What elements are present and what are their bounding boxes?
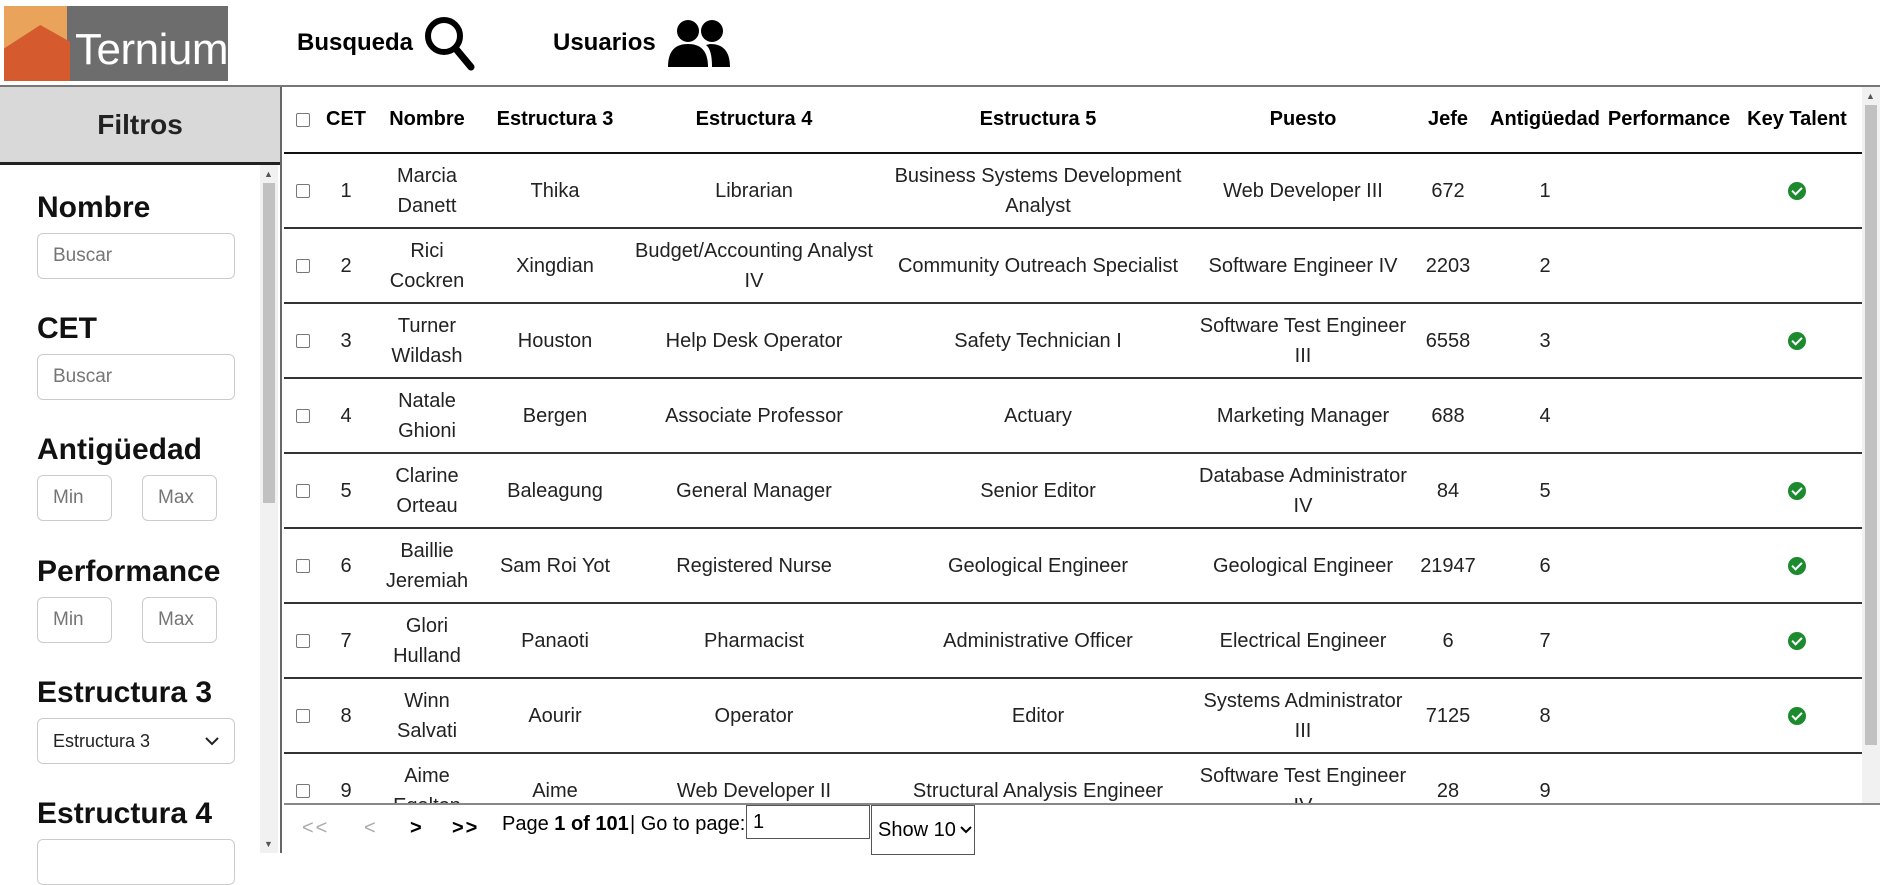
cell-key-talent (1732, 453, 1862, 528)
cell-jefe: 2203 (1412, 228, 1484, 303)
filter-antiguedad-min[interactable] (37, 475, 112, 521)
prev-page-button[interactable]: < (364, 817, 378, 839)
cell-puesto: Marketing Manager (1194, 378, 1412, 453)
cell-estructura5: Community Outreach Specialist (882, 228, 1194, 303)
cell-cet: 1 (322, 153, 370, 228)
filter-antiguedad-max[interactable] (142, 475, 217, 521)
cell-estructura5: Administrative Officer (882, 603, 1194, 678)
search-icon (423, 15, 475, 71)
scroll-down-icon[interactable]: ▼ (264, 839, 273, 849)
cell-jefe: 28 (1412, 753, 1484, 828)
key-talent-check-icon (1788, 557, 1806, 575)
row-select-cell (284, 528, 322, 603)
cell-jefe: 21947 (1412, 528, 1484, 603)
chevron-down-icon (205, 736, 219, 746)
cell-estructura4: General Manager (626, 453, 882, 528)
cell-puesto: Web Developer III (1194, 153, 1412, 228)
cell-nombre: Glori Hulland (370, 603, 484, 678)
cell-antiguedad: 3 (1484, 303, 1606, 378)
cell-estructura4: Librarian (626, 153, 882, 228)
cell-cet: 2 (322, 228, 370, 303)
cell-key-talent (1732, 303, 1862, 378)
ternium-logo[interactable] (4, 6, 228, 81)
row-checkbox[interactable] (296, 259, 310, 273)
cell-puesto: Database Administrator IV (1194, 453, 1412, 528)
row-select-cell (284, 153, 322, 228)
cell-estructura4: Associate Professor (626, 378, 882, 453)
next-page-button[interactable]: > (410, 817, 424, 839)
cell-estructura3: Baleagung (484, 453, 626, 528)
table-row[interactable] (284, 603, 1862, 678)
cell-estructura4: Budget/Accounting Analyst IV (626, 228, 882, 303)
cell-key-talent (1732, 603, 1862, 678)
table-scroll-up-icon[interactable]: ▲ (1866, 91, 1875, 101)
key-talent-check-icon (1788, 332, 1806, 350)
filter-estructura4-select[interactable] (37, 839, 235, 885)
row-select-cell (284, 603, 322, 678)
cell-nombre: Marcia Danett (370, 153, 484, 228)
row-checkbox[interactable] (296, 334, 310, 348)
page-prefix: Page (502, 813, 549, 835)
table-header-row (284, 87, 1862, 153)
cell-estructura4: Operator (626, 678, 882, 753)
pagination-bar (284, 803, 1880, 853)
table-row[interactable] (284, 228, 1862, 303)
first-page-button[interactable]: << (302, 817, 330, 839)
header-cet[interactable]: CET (322, 87, 370, 153)
goto-label: | Go to page: (630, 813, 746, 835)
table-row[interactable] (284, 678, 1862, 753)
cell-estructura3: Sam Roi Yot (484, 528, 626, 603)
results-table-area (284, 87, 1880, 803)
filter-antiguedad-label: Antigüedad (37, 433, 202, 466)
filter-estructura3-value: Estructura 3 (53, 730, 151, 751)
cell-estructura3: Houston (484, 303, 626, 378)
cell-estructura3: Bergen (484, 378, 626, 453)
cell-estructura3: Xingdian (484, 228, 626, 303)
select-all-checkbox[interactable] (296, 113, 310, 127)
cell-performance (1606, 453, 1732, 528)
cell-estructura3: Aime (484, 753, 626, 828)
filters-title: Filtros (0, 87, 280, 165)
header-nombre[interactable]: Nombre (370, 87, 484, 153)
cell-performance (1606, 378, 1732, 453)
logo-text: Ternium (67, 6, 228, 81)
filter-performance-max[interactable] (142, 597, 217, 643)
table-scroll-thumb[interactable] (1865, 105, 1877, 745)
filter-nombre-label: Nombre (37, 191, 151, 224)
cell-antiguedad: 6 (1484, 528, 1606, 603)
header-jefe[interactable]: Jefe (1412, 87, 1484, 153)
key-talent-check-icon (1788, 632, 1806, 650)
header-estructura5[interactable]: Estructura 5 (882, 87, 1194, 153)
cell-cet: 3 (322, 303, 370, 378)
logo-mark (4, 6, 67, 81)
row-select-cell (284, 678, 322, 753)
cell-nombre: Winn Salvati (370, 678, 484, 753)
goto-page-input[interactable] (746, 805, 870, 839)
cell-estructura3: Aourir (484, 678, 626, 753)
filter-estructura3-label: Estructura 3 (37, 676, 213, 709)
table-scrollbar[interactable] (1862, 87, 1880, 803)
cell-estructura5: Business Systems Development Analyst (882, 153, 1194, 228)
nav-usuarios-label: Usuarios (553, 29, 656, 56)
filter-performance-label: Performance (37, 555, 221, 588)
header-performance[interactable]: Performance (1606, 87, 1732, 153)
cell-key-talent (1732, 678, 1862, 753)
cell-performance (1606, 678, 1732, 753)
scroll-up-icon[interactable]: ▲ (264, 169, 273, 179)
nav-busqueda-label: Busqueda (297, 29, 414, 56)
nav-usuarios[interactable] (553, 14, 732, 72)
cell-cet: 6 (322, 528, 370, 603)
table-body (284, 153, 1862, 828)
cell-estructura3: Thika (484, 153, 626, 228)
row-select-cell (284, 378, 322, 453)
cell-cet: 4 (322, 378, 370, 453)
cell-puesto: Geological Engineer (1194, 528, 1412, 603)
key-talent-check-icon (1788, 707, 1806, 725)
cell-cet: 7 (322, 603, 370, 678)
cell-estructura5: Geological Engineer (882, 528, 1194, 603)
cell-jefe: 6 (1412, 603, 1484, 678)
cell-antiguedad: 9 (1484, 753, 1606, 828)
filter-cet-label: CET (37, 312, 97, 345)
table-row[interactable] (284, 528, 1862, 603)
cell-key-talent (1732, 528, 1862, 603)
cell-estructura5: Structural Analysis Engineer (882, 753, 1194, 828)
cell-estructura5: Actuary (882, 378, 1194, 453)
filter-cet-input[interactable] (37, 354, 235, 400)
cell-jefe: 7125 (1412, 678, 1484, 753)
header-estructura3[interactable]: Estructura 3 (484, 87, 626, 153)
cell-performance (1606, 603, 1732, 678)
cell-puesto: Systems Administrator III (1194, 678, 1412, 753)
cell-jefe: 6558 (1412, 303, 1484, 378)
cell-cet: 5 (322, 453, 370, 528)
header-puesto[interactable]: Puesto (1194, 87, 1412, 153)
select-all-cell (284, 87, 322, 153)
cell-estructura4: Help Desk Operator (626, 303, 882, 378)
last-page-button[interactable]: >> (452, 817, 480, 839)
users-icon (666, 17, 732, 69)
row-checkbox[interactable] (296, 784, 310, 798)
cell-key-talent (1732, 153, 1862, 228)
page-info (502, 813, 629, 836)
row-select-cell (284, 303, 322, 378)
cell-antiguedad: 7 (1484, 603, 1606, 678)
cell-puesto: Software Engineer IV (1194, 228, 1412, 303)
cell-estructura3: Panaoti (484, 603, 626, 678)
cell-performance (1606, 303, 1732, 378)
page-size-value: Show 10 (878, 818, 956, 841)
cell-nombre: Turner Wildash (370, 303, 484, 378)
key-talent-check-icon (1788, 482, 1806, 500)
cell-performance (1606, 153, 1732, 228)
cell-nombre: Aime (370, 753, 484, 828)
row-checkbox[interactable] (296, 709, 310, 723)
key-talent-check-icon (1788, 182, 1806, 200)
cell-estructura4: Registered Nurse (626, 528, 882, 603)
cell-antiguedad: 2 (1484, 228, 1606, 303)
cell-cet: 8 (322, 678, 370, 753)
cell-estructura5: Editor (882, 678, 1194, 753)
chevron-down-icon (960, 826, 972, 834)
results-table (284, 87, 1862, 829)
cell-key-talent (1732, 378, 1862, 453)
page-value: 1 of 101 (554, 813, 629, 835)
cell-nombre: Natale Ghioni (370, 378, 484, 453)
row-select-cell (284, 228, 322, 303)
cell-antiguedad: 1 (1484, 153, 1606, 228)
nav-busqueda[interactable] (297, 14, 475, 72)
cell-estructura4: Web Developer II (626, 753, 882, 828)
sidebar-scrollbar[interactable] (260, 165, 278, 853)
cell-estructura5: Senior Editor (882, 453, 1194, 528)
cell-jefe: 672 (1412, 153, 1484, 228)
filter-nombre-input[interactable] (37, 233, 235, 279)
cell-puesto: Electrical Engineer (1194, 603, 1412, 678)
filter-estructura4-label: Estructura 4 (37, 797, 213, 830)
cell-estructura4: Pharmacist (626, 603, 882, 678)
table-row[interactable] (284, 453, 1862, 528)
cell-antiguedad: 8 (1484, 678, 1606, 753)
cell-jefe: 688 (1412, 378, 1484, 453)
top-header (0, 0, 1880, 87)
cell-performance (1606, 228, 1732, 303)
row-checkbox[interactable] (296, 559, 310, 573)
sidebar-scroll-thumb[interactable] (263, 183, 275, 503)
cell-nombre: Clarine Orteau (370, 453, 484, 528)
row-select-cell (284, 453, 322, 528)
table-row[interactable] (284, 153, 1862, 228)
cell-antiguedad: 4 (1484, 378, 1606, 453)
cell-key-talent (1732, 228, 1862, 303)
row-checkbox[interactable] (296, 409, 310, 423)
cell-jefe: 84 (1412, 453, 1484, 528)
header-antiguedad[interactable]: Antigüedad (1484, 87, 1606, 153)
cell-puesto: Software Test Engineer III (1194, 303, 1412, 378)
filters-sidebar (0, 87, 282, 853)
header-key-talent[interactable]: Key Talent (1732, 87, 1862, 153)
cell-cet: 9 (322, 753, 370, 828)
filter-performance-min[interactable] (37, 597, 112, 643)
cell-puesto: Software Test Engineer (1194, 753, 1412, 828)
row-checkbox[interactable] (296, 484, 310, 498)
filters-body (0, 165, 262, 853)
table-row[interactable] (284, 303, 1862, 378)
row-checkbox[interactable] (296, 634, 310, 648)
cell-nombre: Baillie Jeremiah (370, 528, 484, 603)
table-row[interactable] (284, 378, 1862, 453)
row-checkbox[interactable] (296, 184, 310, 198)
cell-performance (1606, 528, 1732, 603)
page-size-select[interactable] (871, 805, 975, 855)
cell-antiguedad: 5 (1484, 453, 1606, 528)
cell-nombre: Rici Cockren (370, 228, 484, 303)
cell-estructura5: Safety Technician I (882, 303, 1194, 378)
header-estructura4[interactable]: Estructura 4 (626, 87, 882, 153)
filter-estructura3-select[interactable] (37, 718, 235, 764)
